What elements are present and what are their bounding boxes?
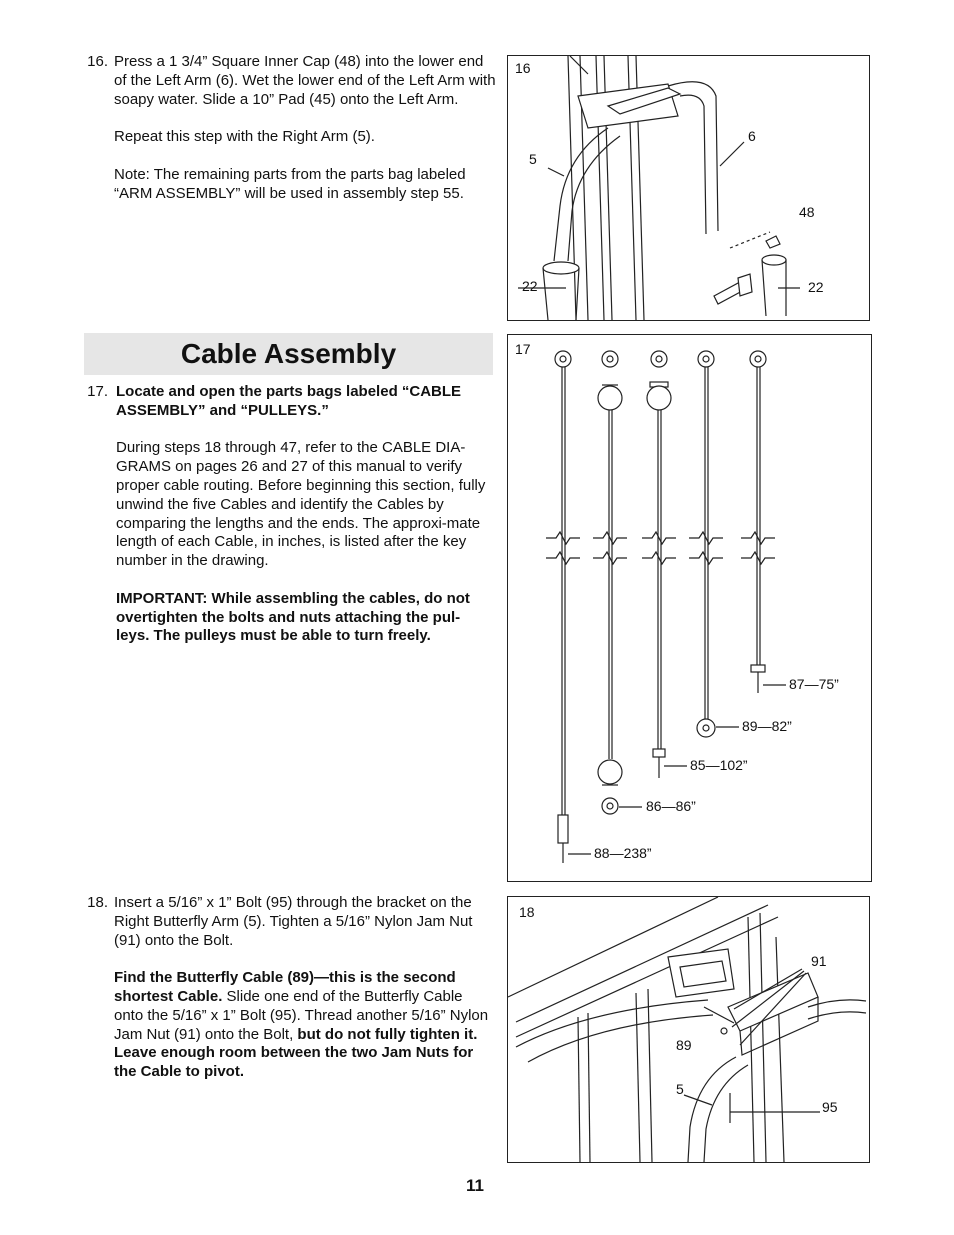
figure-16-label-48: 48 <box>799 204 815 220</box>
figure-16-label-6: 6 <box>748 128 756 144</box>
figure-16-label-22-right: 22 <box>808 279 824 295</box>
figure-18-drawing <box>508 897 869 1162</box>
figure-18 <box>507 896 870 1163</box>
figure-18-label-91: 91 <box>811 953 827 969</box>
cable-87-label: 87—75” <box>789 676 839 692</box>
step-18-bold-lead: Find the Butterfly Cable (89)—this is the second shortest Cable. <box>114 969 456 1005</box>
section-title: Cable Assembly <box>180 338 397 369</box>
cable-85-label: 85—102” <box>690 757 748 773</box>
cable-88-label: 88—238” <box>594 845 652 861</box>
figure-16 <box>507 55 870 321</box>
step-17-paragraph-1: Locate and open the parts bags labeled “CABLE ASSEMBLY” and “PULLEYS.” <box>116 383 462 419</box>
step-17-text <box>116 383 492 646</box>
step-16-paragraph-3: Note: The remaining parts from the parts bag labeled “ARM ASSEMBLY” will be used in assembly step 55. <box>114 165 466 202</box>
step-18-bold-warning: but do not fully tighten it. Leave enough room between the two Jam Nuts for the Cable to pivot. <box>114 1025 478 1081</box>
page-number: 11 <box>466 1176 484 1195</box>
step-18-text <box>114 894 494 1082</box>
figure-18-label-95: 95 <box>822 1099 838 1115</box>
step-18-instruction: Slide one end of the Butterfly Cable onto the 5/16” x 1” Bolt (95). Thread another 5/16” Nylon Jam Nut (91) onto the Bolt, <box>114 987 489 1043</box>
step-18-paragraph-1: Insert a 5/16” x 1” Bolt (95) through the bracket on the Right Butterfly Arm (5). Tighten a 5/16” Nylon Jam Nut (91) onto the Bolt. <box>114 894 473 949</box>
figure-17 <box>507 334 872 882</box>
figure-16-label-22-left: 22 <box>522 278 538 294</box>
step-16-text <box>114 53 496 203</box>
figure-18-label-5: 5 <box>676 1081 684 1097</box>
figure-16-label-5: 5 <box>529 151 537 167</box>
step-17-paragraph-2: During steps 18 through 47, refer to the CABLE DIA-GRAMS on pages 26 and 27 of this manual to verify proper cable routing. Before beginning this section, fully unwind the five Cables and identify the Cables by comparing the lengths and the ends. The approxi-mate length of each Cable, in inches, is listed after the key number in the drawing. <box>116 439 486 570</box>
figure-18-number: 18 <box>519 904 535 920</box>
step-16-number: 16. <box>87 53 108 70</box>
figure-16-number: 16 <box>515 60 531 76</box>
cable-86-label: 86—86” <box>646 798 696 814</box>
step-18-number: 18. <box>87 894 108 911</box>
figure-17-number: 17 <box>515 341 531 357</box>
cable-89-label: 89—82” <box>742 718 792 734</box>
step-16-paragraph-1: Press a 1 3/4” Square Inner Cap (48) into the lower end of the Left Arm (6). Wet the lower end of the Left Arm with soapy water. Slide a 10” Pad (45) onto the Left Arm. <box>114 53 496 108</box>
figure-18-label-89: 89 <box>676 1037 692 1053</box>
step-17-number: 17. <box>87 383 108 400</box>
section-heading-bar <box>84 333 493 375</box>
step-16-paragraph-2: Repeat this step with the Right Arm (5). <box>114 128 375 146</box>
step-17-paragraph-3: IMPORTANT: While assembling the cables, do not overtighten the bolts and nuts attaching the pul-leys. The pulleys must be able to turn freely. <box>116 589 470 645</box>
step-18-paragraph-2 <box>114 969 494 1082</box>
